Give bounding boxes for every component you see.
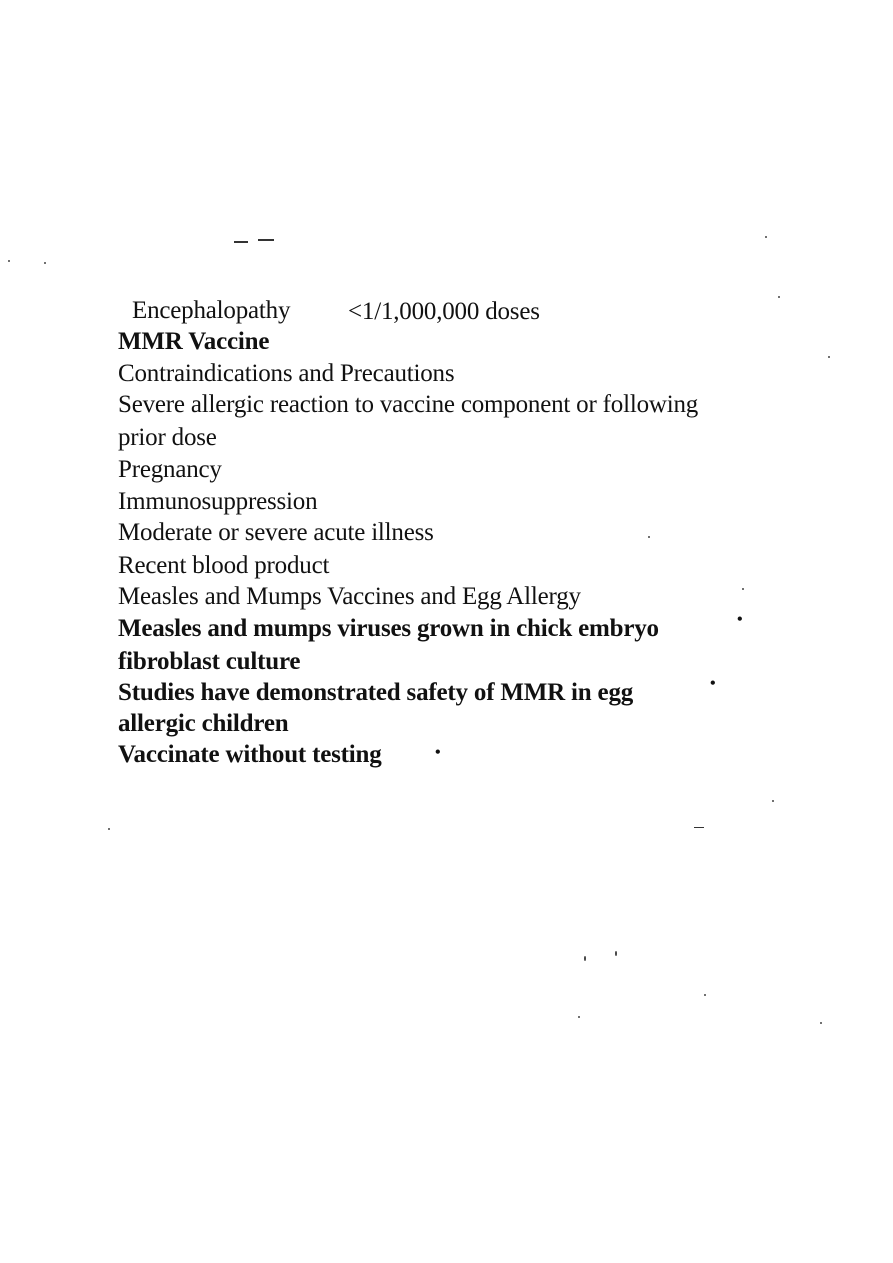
scan-speck	[820, 1022, 822, 1024]
subheading: Contraindications and Precautions	[118, 360, 455, 387]
bold-point: Measles and mumps viruses grown in chick embryo	[118, 615, 659, 642]
list-item: Pregnancy	[118, 456, 222, 483]
scan-speck	[765, 236, 767, 238]
scan-speck	[742, 588, 744, 590]
list-item: Immunosuppression	[118, 488, 318, 515]
bullet-icon: •	[737, 611, 743, 628]
scan-speck	[584, 956, 586, 961]
bold-point: Vaccinate without testing	[118, 741, 382, 768]
scan-speck	[704, 994, 706, 996]
section-title: MMR Vaccine	[118, 328, 270, 355]
scan-speck	[578, 1016, 580, 1018]
bullet-icon: •	[435, 744, 441, 761]
encephalopathy-label: Encephalopathy	[132, 297, 291, 324]
list-item: Measles and Mumps Vaccines and Egg Allergy	[118, 583, 581, 610]
bold-point: fibroblast culture	[118, 648, 301, 675]
list-item: prior dose	[118, 424, 217, 451]
encephalopathy-rate: <1/1,000,000 doses	[348, 298, 540, 325]
scan-speck	[778, 296, 780, 298]
scan-speck	[44, 262, 46, 264]
scan-speck	[828, 356, 830, 358]
bold-point: Studies have demonstrated safety of MMR in egg	[118, 679, 634, 706]
list-item: Moderate or severe acute illness	[118, 519, 434, 546]
scan-mark	[258, 239, 274, 241]
scan-speck	[772, 800, 774, 802]
list-item: Recent blood product	[118, 552, 330, 579]
scan-speck	[615, 951, 617, 956]
scan-mark	[694, 827, 704, 828]
scan-speck	[648, 536, 650, 538]
scan-speck	[8, 260, 10, 262]
scan-mark	[234, 241, 248, 243]
scan-speck	[108, 828, 110, 830]
bold-point: allergic children	[118, 710, 289, 737]
bullet-icon: •	[710, 675, 716, 692]
list-item: Severe allergic reaction to vaccine component or following	[118, 391, 699, 418]
